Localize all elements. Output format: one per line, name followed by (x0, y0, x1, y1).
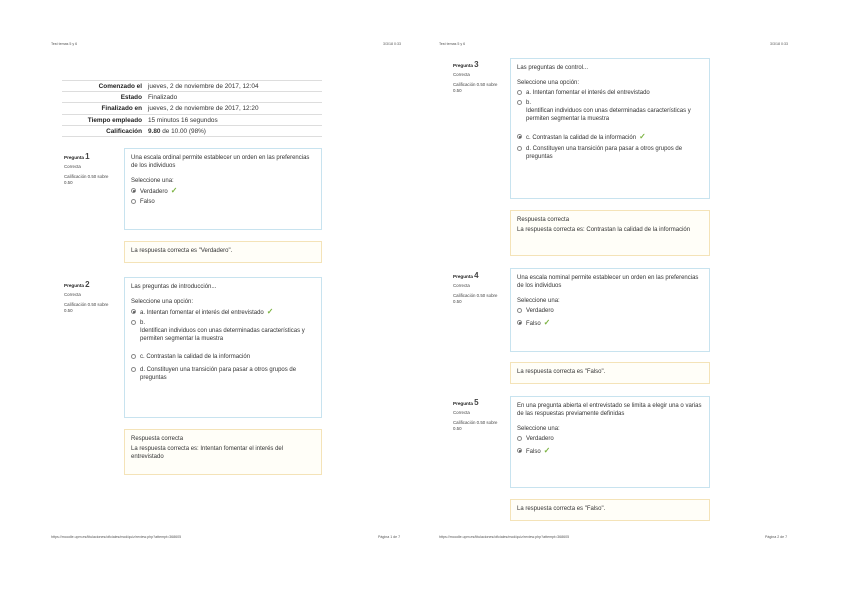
feedback-text: La respuesta correcta es "Falso". (517, 506, 606, 512)
select-prompt: Seleccione una: (517, 426, 560, 432)
feedback-box (124, 241, 322, 263)
radio-selected-icon[interactable] (517, 320, 522, 325)
radio-icon[interactable] (517, 308, 522, 313)
summary-value: 15 minutos 16 segundos (148, 114, 322, 125)
question-text: Las preguntas de introducción... (131, 284, 217, 290)
select-prompt: Seleccione una opción: (131, 299, 194, 305)
question-content (510, 396, 710, 488)
radio-icon[interactable] (517, 90, 522, 95)
option-b[interactable] (517, 99, 703, 123)
question-text: En una pregunta abierta el entrevistado se limita a elegir una o varias de las respuestas previamente definidas (517, 403, 702, 417)
footer-page: Página 1 de 7 (378, 535, 401, 539)
question-status: Correcta (64, 292, 81, 297)
option-true[interactable] (517, 307, 703, 315)
question-number: 5 (474, 398, 479, 407)
option-label: b. (526, 100, 532, 106)
feedback-box (510, 362, 710, 384)
option-a[interactable] (517, 89, 703, 97)
question-info (453, 273, 507, 305)
option-true[interactable] (517, 435, 703, 443)
summary-label: Estado (62, 92, 148, 103)
option-label: a. Intentan fomentar el interés del entrevistado (526, 90, 650, 96)
question-status: Correcta (64, 164, 81, 169)
option-false[interactable] (131, 198, 315, 206)
footer-url[interactable]: https://moodle.upm.es/titulaciones/oficiales/mod/quiz/review.php?attempt=368605 (439, 535, 570, 539)
header-title: Test temas 5 y 6 (51, 42, 78, 46)
option-text: Identifican individuos con unas determinadas características y permiten segmentar la muestra (140, 328, 305, 342)
radio-icon[interactable] (131, 354, 136, 359)
question-word: Pregunta (453, 401, 473, 406)
option-d[interactable] (517, 145, 703, 161)
option-c[interactable] (517, 133, 703, 142)
header-date: 3/3/18 0:33 (770, 42, 788, 46)
question-grade: Calificación 0.50 sobre 0.50 (453, 293, 498, 304)
summary-value (148, 125, 322, 136)
question-number: 4 (474, 271, 479, 280)
feedback-text: La respuesta correcta es: Intentan fomentar el interés del entrevistado (131, 446, 284, 460)
question-word: Pregunta (64, 155, 84, 160)
feedback-title: Respuesta correcta (517, 217, 570, 223)
feedback-box (510, 210, 710, 256)
question-grade: Calificación 0.50 sobre 0.50 (64, 174, 109, 185)
radio-icon[interactable] (517, 436, 522, 441)
question-number: 2 (85, 280, 90, 289)
checkmark-icon: ✓ (543, 446, 551, 455)
page-2 (424, 0, 848, 599)
question-word: Pregunta (64, 283, 84, 288)
radio-icon[interactable] (131, 320, 136, 325)
option-label: b. (140, 320, 146, 326)
radio-selected-icon[interactable] (131, 309, 136, 314)
question-text: Una escala nominal permite establecer un orden en las preferencias de los individuos (517, 275, 699, 289)
question-status: Correcta (453, 283, 470, 288)
feedback-box (510, 499, 710, 521)
radio-icon[interactable] (131, 199, 136, 204)
footer-url[interactable]: https://moodle.upm.es/titulaciones/oficiales/mod/quiz/review.php?attempt=368605 (51, 535, 182, 539)
question-info (64, 154, 118, 186)
option-label: Verdadero (526, 436, 554, 442)
question-number: 1 (85, 152, 90, 161)
option-label: d. Constituyen una transición para pasar a otros grupos de preguntas (526, 146, 683, 160)
question-word: Pregunta (453, 274, 473, 279)
summary-label: Calificación (62, 125, 148, 136)
attempt-summary (62, 80, 322, 137)
question-grade: Calificación 0.50 sobre 0.50 (453, 82, 498, 93)
summary-value: jueves, 2 de noviembre de 2017, 12:04 (148, 81, 322, 92)
radio-selected-icon[interactable] (517, 134, 522, 139)
option-label: d. Constituyen una transición para pasar a otros grupos de preguntas (140, 367, 297, 381)
footer-page: Página 2 de 7 (765, 535, 788, 539)
radio-icon[interactable] (517, 100, 522, 105)
summary-label: Finalizado en (62, 103, 148, 114)
checkmark-icon: ✓ (170, 186, 178, 195)
question-word: Pregunta (453, 63, 473, 68)
question-number: 3 (474, 60, 479, 69)
radio-icon[interactable] (517, 146, 522, 151)
option-d[interactable] (131, 366, 315, 382)
option-text: Identifican individuos con unas determinadas características y permiten segmentar la muestra (526, 108, 691, 122)
question-info (453, 400, 507, 432)
option-label: Verdadero (526, 308, 554, 314)
question-text: Las preguntas de control... (517, 65, 589, 71)
summary-label: Tiempo empleado (62, 114, 148, 125)
radio-icon[interactable] (131, 367, 136, 372)
option-false[interactable] (517, 319, 703, 328)
summary-value: jueves, 2 de noviembre de 2017, 12:20 (148, 103, 322, 114)
feedback-box (124, 429, 322, 475)
option-label: Verdadero (140, 189, 168, 195)
summary-label: Comenzado el (62, 81, 148, 92)
question-grade: Calificación 0.50 sobre 0.50 (64, 302, 109, 313)
feedback-text: La respuesta correcta es: Contrastan la calidad de la información (517, 227, 691, 233)
option-label: Falso (140, 199, 155, 205)
question-status: Correcta (453, 72, 470, 77)
question-status: Correcta (453, 410, 470, 415)
feedback-text: La respuesta correcta es "Verdadero". (131, 248, 233, 254)
select-prompt: Seleccione una: (517, 298, 560, 304)
header-date: 3/3/18 0:33 (383, 42, 401, 46)
option-false[interactable] (517, 447, 703, 456)
select-prompt: Seleccione una opción: (517, 80, 580, 86)
question-content (124, 277, 322, 418)
feedback-text: La respuesta correcta es "Falso". (517, 369, 606, 375)
option-label: Falso (526, 449, 541, 455)
checkmark-icon: ✓ (266, 307, 274, 316)
question-text: Una escala ordinal permite establecer un orden en las preferencias de los individuos (131, 155, 310, 169)
question-content (510, 58, 710, 199)
header-title: Test temas 5 y 6 (439, 42, 466, 46)
feedback-title: Respuesta correcta (131, 436, 184, 442)
checkmark-icon: ✓ (639, 132, 646, 141)
option-label: a. Intentan fomentar el interés del entrevistado (140, 310, 264, 316)
option-label: c. Contrastan la calidad de la información (526, 135, 637, 141)
question-grade: Calificación 0.50 sobre 0.50 (453, 420, 498, 431)
radio-selected-icon[interactable] (131, 188, 136, 193)
question-content (510, 268, 710, 352)
grade-total: de 10.00 (98%) (162, 127, 206, 135)
option-b[interactable] (131, 319, 315, 343)
question-info (64, 282, 118, 314)
option-true[interactable] (131, 187, 315, 196)
grade-score: 9.80 (148, 127, 161, 135)
radio-selected-icon[interactable] (517, 448, 522, 453)
checkmark-icon: ✓ (543, 318, 551, 327)
summary-value: Finalizado (148, 92, 322, 103)
option-label: c. Contrastan la calidad de la información (140, 354, 251, 360)
question-content (124, 148, 322, 230)
option-a[interactable] (131, 308, 315, 317)
option-c[interactable] (131, 353, 315, 361)
question-info (453, 62, 507, 94)
option-label: Falso (526, 321, 541, 327)
select-prompt: Seleccione una: (131, 178, 174, 184)
